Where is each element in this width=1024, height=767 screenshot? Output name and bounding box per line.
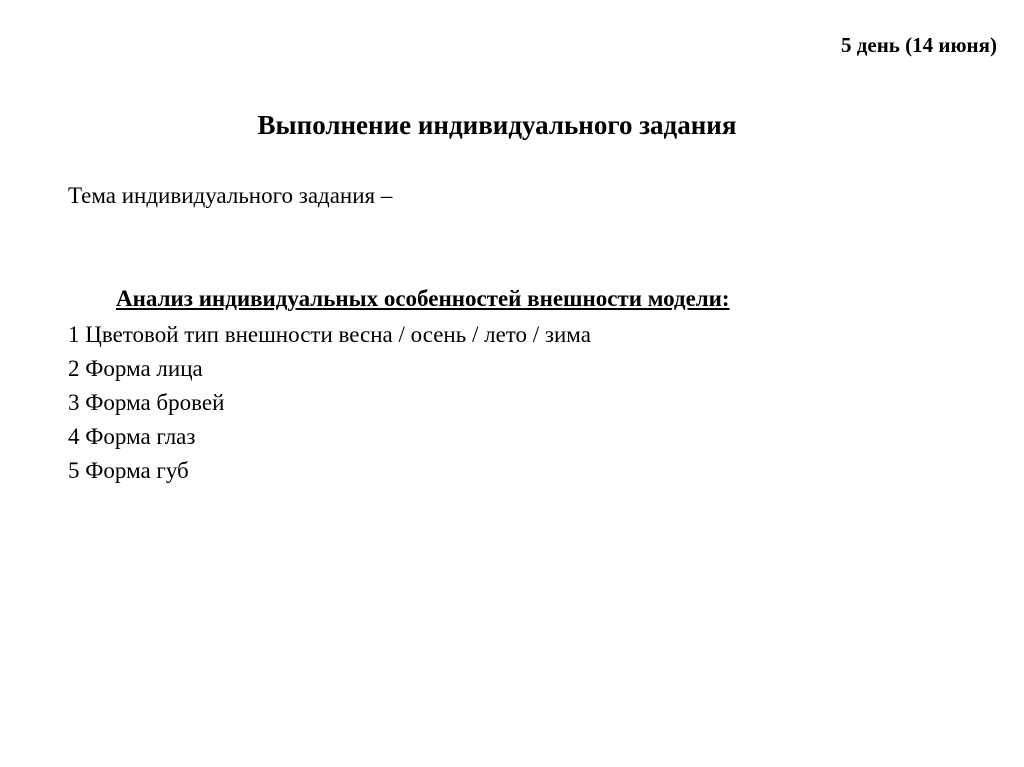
list-item: 3 Форма бровей: [68, 390, 225, 415]
page-title: Выполнение индивидуального задания: [257, 110, 737, 140]
analysis-heading: Анализ индивидуальных особенностей внешности модели:: [116, 286, 730, 311]
topic-line: Тема индивидуального задания –: [68, 183, 393, 208]
analysis-list: [68, 318, 591, 488]
list-item: 5 Форма губ: [68, 458, 189, 483]
list-item: 1 Цветовой тип внешности весна / осень / лето / зима: [68, 322, 591, 347]
list-item: 4 Форма глаз: [68, 424, 196, 449]
list-item: 2 Форма лица: [68, 356, 203, 381]
date-label: 5 день (14 июня): [841, 33, 997, 57]
